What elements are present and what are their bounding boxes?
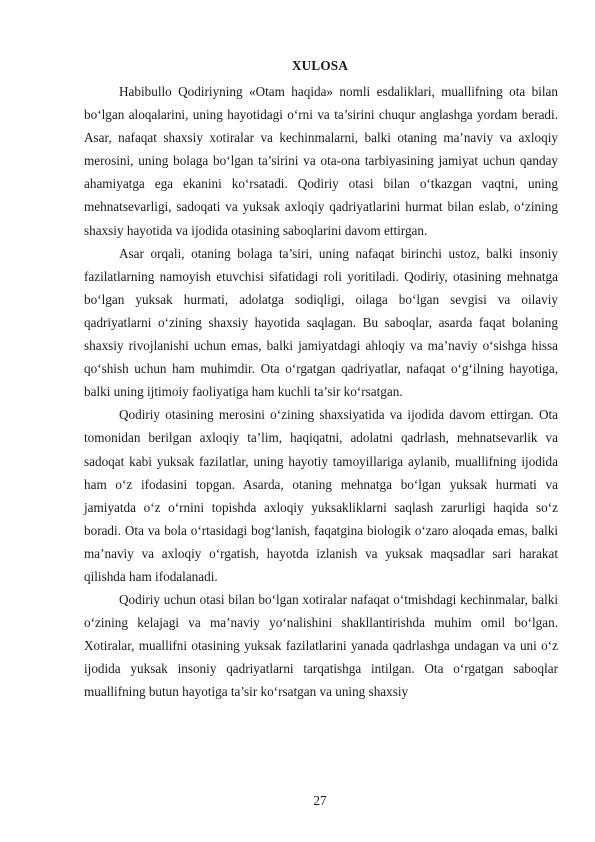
paragraph-1: Habibullo Qodiriyning «Otam haqida» nomli esdaliklari, muallifning ota bilan bo‘lgan aloqalarini, uning hayotidagi o‘rni va ta’sirini chuqur anglashga yordam beradi. Asar, nafaqat shaxsiy xotiralar va kechinmalarni, balki otaning ma’naviy va axloqiy merosini, uning bolaga bo‘lgan ta’sirini va ota-ona tarbiyasining jamiyat uchun qanday ahamiyatga ega ekanini ko‘rsatadi. Qodiriy otasi bilan o‘tkazgan vaqtni, uning mehnatsevarligi, sadoqati va yuksak axloqiy qadriyatlarini hurmat bilan eslab, o‘zining shaxsiy hayotida va ijodida otasining saboqlarini davom ettirgan. <box>84 84 558 238</box>
page-number: 27 <box>313 793 327 808</box>
section-title: XULOSA <box>291 58 349 73</box>
paragraph-3: Qodiriy otasining merosini o‘zining shaxsiyatida va ijodida davom ettirgan. Ota tomonidan berilgan axloqiy ta’lim, haqiqatni, adolatni qadrlash, mehnatsevarlik va sadoqat kabi yuksak fazilatlar, uning hayotiy tamoyillariga aylanib, muallifning ijodida ham o‘z ifodasini topgan. Asarda, otaning mehnatga bo‘lgan yuksak hurmati va jamiyatda o‘z o‘rnini topishda axloqiy yuksakliklarni saqlash zarurligi haqida so‘z boradi. Ota va bola o‘rtasidagi bog‘lanish, faqatgina biologik o‘zaro aloqada emas, balki ma’naviy va axloqiy o‘rgatish, hayotda izlanish va yuksak maqsadlar sari harakat qilishda ham ifodalanadi. <box>84 407 558 584</box>
body-text <box>84 80 558 704</box>
paragraph-2: Asar orqali, otaning bolaga ta’siri, uning nafaqat birinchi ustoz, balki insoniy fazilatlarning namoyish etuvchisi sifatidagi roli yoritiladi. Qodiriy, otasining mehnatga bo‘lgan yuksak hurmati, adolatga sodiqligi, oilaga bo‘lgan sevgisi va oilaviy qadriyatlarni o‘zining shaxsiy hayotida saqlagan. Bu saboqlar, asarda faqat bolaning shaxsiy rivojlanishi uchun emas, balki jamiyatdagi ahloqiy va ma’naviy o‘sishga hissa qo‘shish uchun ham muhimdir. Ota o‘rgatgan qadriyatlar, nafaqat o‘g‘ilning hayotiga, balki uning ijtimoiy faoliyatiga ham kuchli ta’sir ko‘rsatgan. <box>84 245 558 400</box>
paragraph-4: Qodiriy uchun otasi bilan bo‘lgan xotiralar nafaqat o‘tmishdagi kechinmalar, balki o‘zining kelajagi va ma’naviy yo‘nalishini shakllantirishda muhim omil bo‘lgan. Xotiralar, muallifni otasining yuksak fazilatlarini yanada qadrlashga undagan va uni o‘z ijodida yuksak insoniy qadriyatlarni tarqatishga intilgan. Ota o‘rgatgan saboqlar muallifning butun hayotiga ta’sir ko‘rsatgan va uning shaxsiy <box>84 592 558 700</box>
